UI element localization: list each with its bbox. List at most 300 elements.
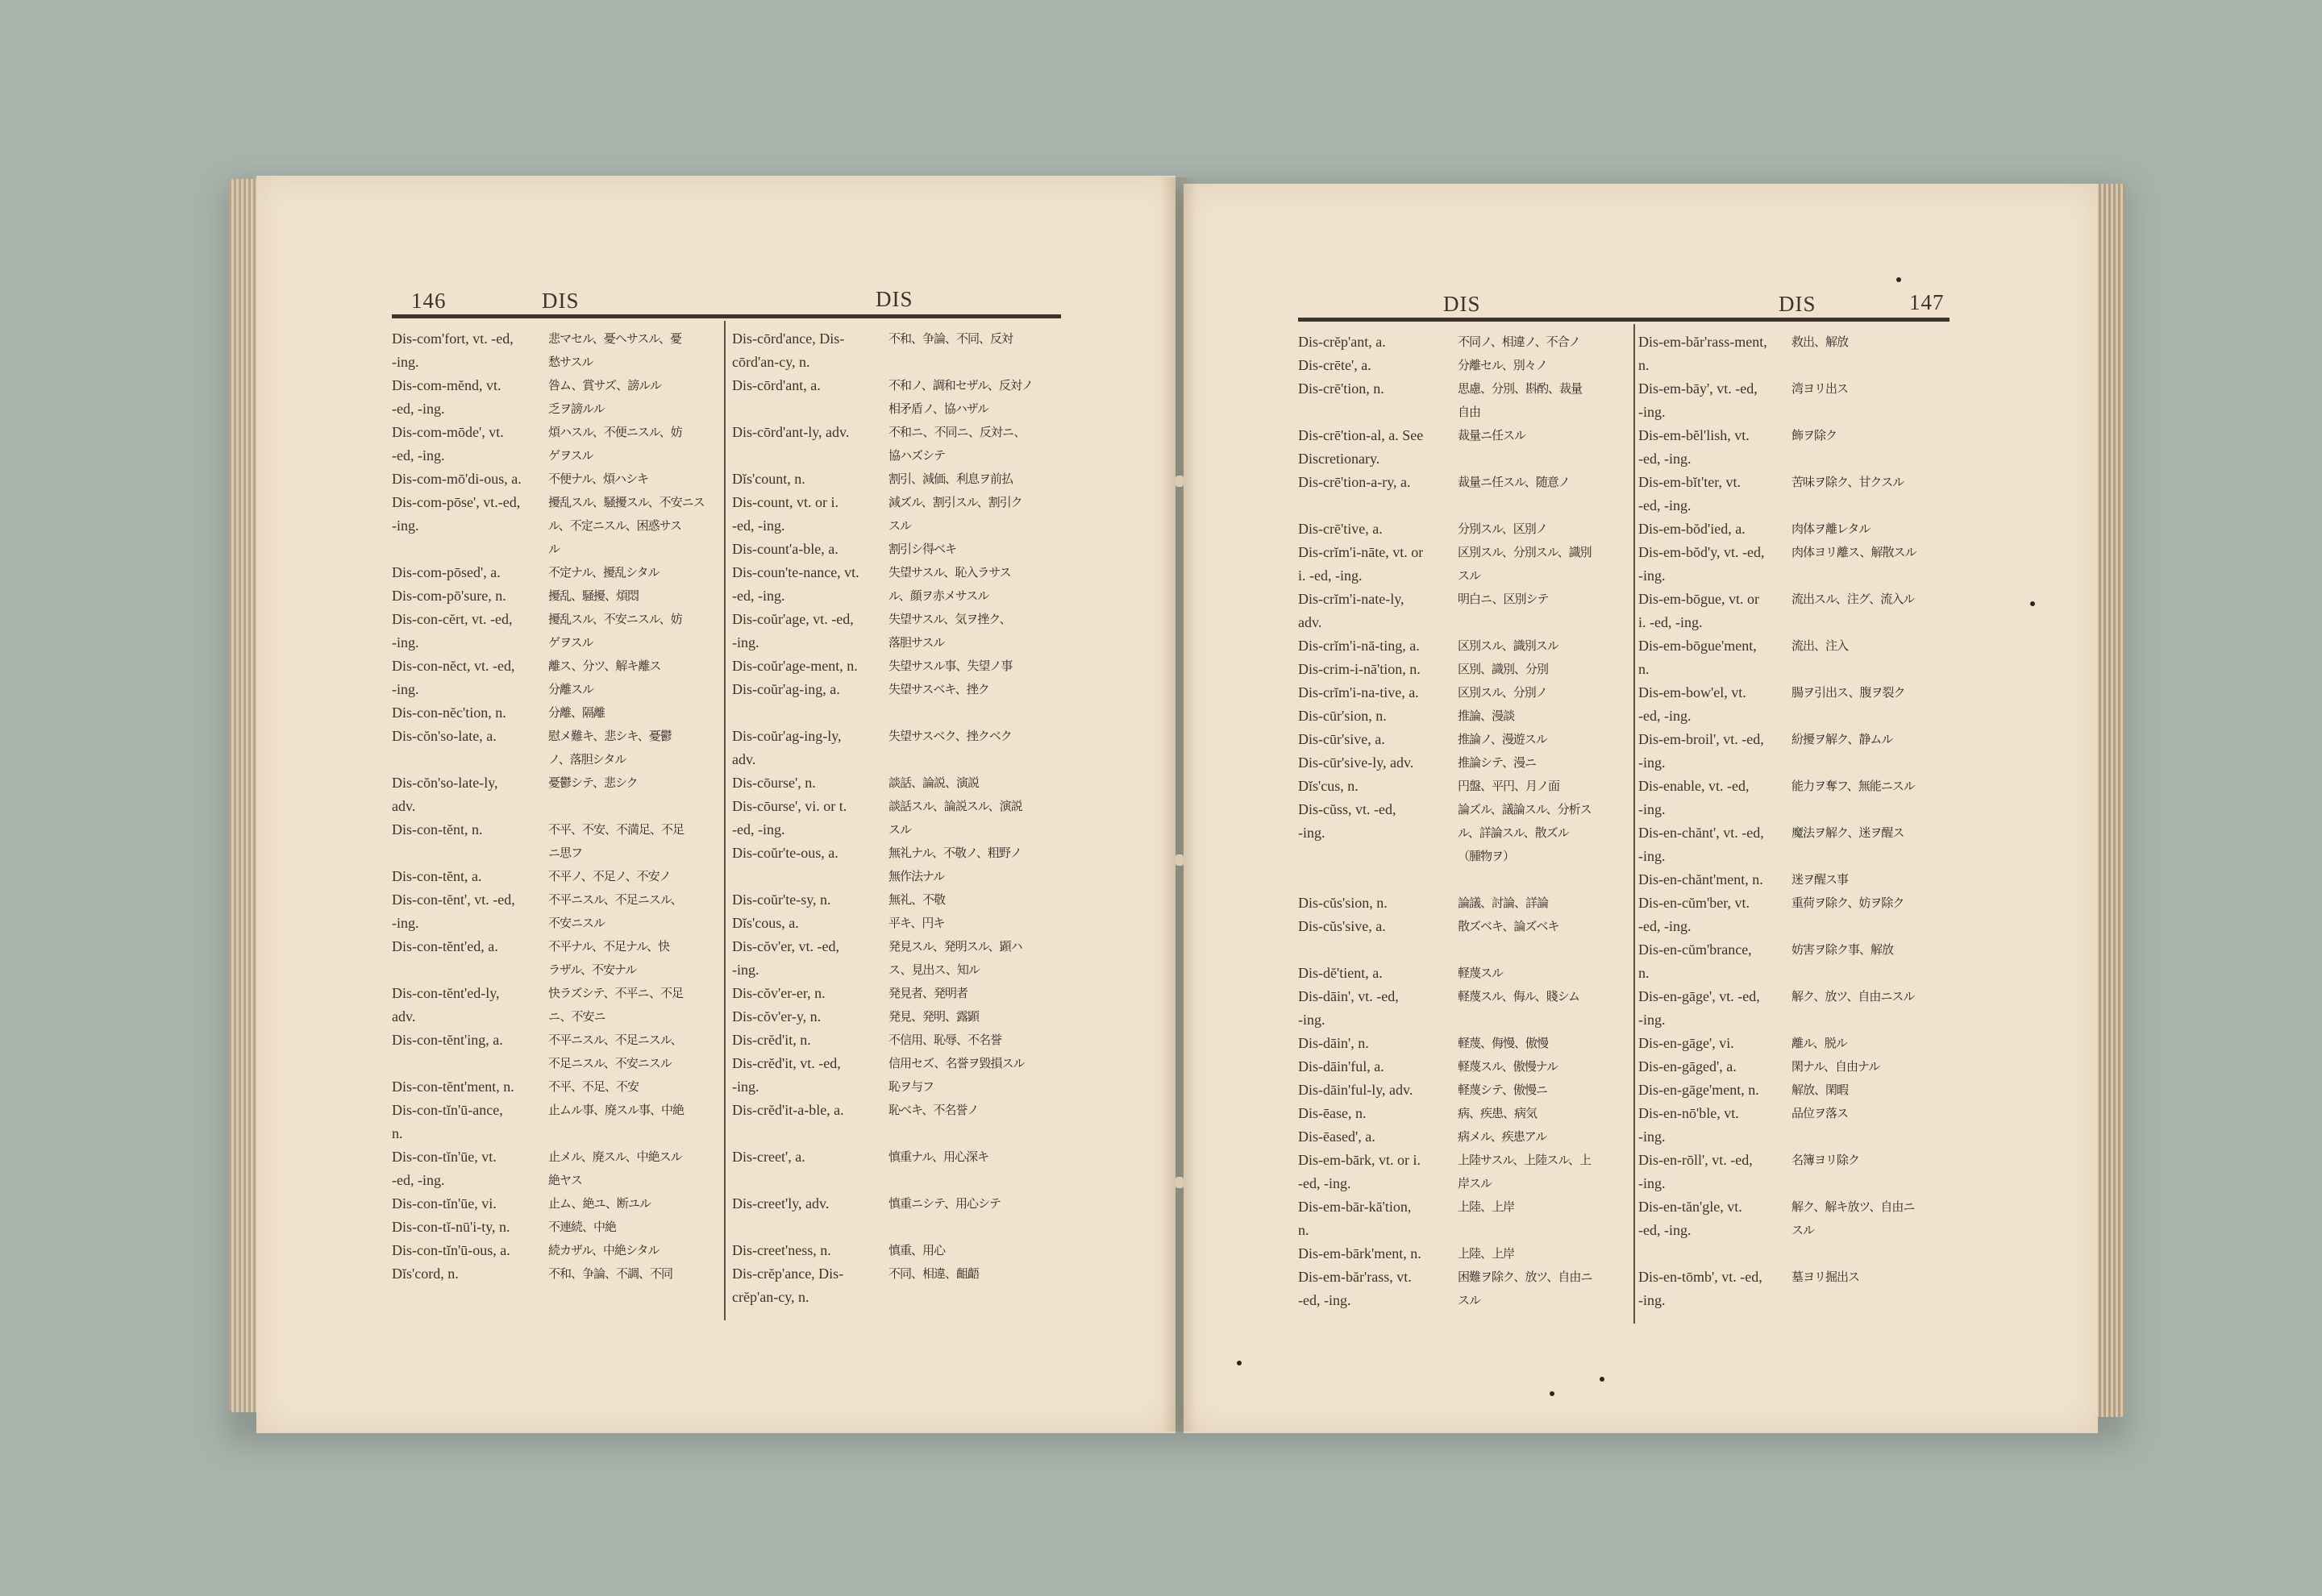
headword: Dis-ēased', a. [1298,1128,1375,1145]
japanese-definition: 愁サスル [548,355,593,369]
japanese-definition: 擾乱、騒擾、煩悶 [548,588,639,603]
dictionary-entry [1638,1242,1961,1266]
japanese-definition: 擾乱スル、騒擾スル、不安ニス [548,495,705,509]
japanese-definition: 不連続、中絶 [548,1220,617,1234]
headword: Dis-em-bŏd'y, vt. -ed, [1638,544,1765,560]
headword: Dis-coŭr'te-ous, a. [732,845,838,861]
dictionary-entry [1638,588,1961,611]
japanese-definition: 発見スル、発明スル、顕ハ [888,939,1022,954]
headword: Dis-creet'ly, adv. [732,1195,830,1212]
japanese-definition [888,748,1058,771]
japanese-definition: ル、詳論スル、散ズル [1458,825,1569,840]
japanese-definition: 無礼ナル、不敬ノ、粗野ノ [888,846,1022,860]
headword: Dis-crĭm'i-nā-ting, a. [1298,638,1420,654]
dictionary-entry [392,1122,718,1145]
dictionary-entry [392,771,718,795]
japanese-definition: 不平、不足、不安 [548,1079,639,1094]
dictionary-entry [392,561,718,584]
dictionary-entry [1298,1149,1627,1172]
headword: Dis-con-tĕnt'ed, a. [392,938,498,954]
japanese-definition [1791,1008,1961,1032]
headword: Dis-count, vt. or i. [732,494,838,510]
dictionary-entry [1298,1055,1627,1079]
japanese-definition: 裁量ニ任スル、随意ノ [1458,475,1570,489]
right-guide-word-2: DIS [1779,292,1816,316]
dictionary-entry [1638,1219,1961,1242]
headword: Dis-coŭr'age, vt. -ed, [732,611,854,627]
headword: n. [1638,965,1650,981]
headword: -ing. [732,634,759,650]
headword: Dis-crĕd'it, vt. -ed, [732,1055,841,1071]
headword: Dis-coŭr'te-sy, n. [732,892,831,908]
japanese-definition: 憂鬱シテ、悲シク [548,775,638,790]
dictionary-entry [732,888,1058,912]
headword: Dis-en-gāged', a. [1638,1058,1737,1074]
japanese-definition: 失望サスル、気ヲ挫ク、 [888,612,1011,626]
japanese-definition [888,1216,1058,1239]
ink-speck [1550,1391,1554,1396]
japanese-definition: 不足ニスル、不安ニスル [548,1056,672,1070]
dictionary-entry [1638,424,1961,447]
headword: Dis-crĕd'it, n. [732,1032,811,1048]
headword: Dis-crē'tion, n. [1298,380,1384,397]
japanese-definition [548,1122,718,1145]
japanese-definition: 不平ナル、不足ナル、快 [548,939,670,954]
headword: -ing. [1638,1292,1666,1308]
headword: Dis-cŏv'er-er, n. [732,985,826,1001]
headword: Dis-cōurse', n. [732,775,816,791]
headword: i. -ed, -ing. [1298,567,1363,584]
headword: Dis-coŭr'ag-ing, a. [732,681,840,697]
dictionary-entry [1638,798,1961,821]
dictionary-entry [1638,821,1961,845]
japanese-definition: スル [888,518,912,533]
headword: Dis-crĕp'ance, Dis- [732,1266,844,1282]
dictionary-entry [1298,681,1627,704]
headword: Dis-cŏn'so-late, a. [392,728,497,744]
headword: -ed, -ing. [1298,1292,1351,1308]
japanese-definition: 円盤、平円、月ノ面 [1458,779,1560,793]
japanese-definition: 不便ナル、煩ハシキ [548,472,649,486]
dictionary-entry [392,725,718,748]
headword: -ed, -ing. [732,821,785,837]
headword: -ed, -ing. [1298,1175,1351,1191]
japanese-definition: 減ズル、割引スル、割引ク [888,495,1022,509]
dictionary-entry [732,865,1058,888]
japanese-definition: 不和ニ、不同ニ、反対ニ、 [888,425,1026,439]
dictionary-entry [732,1286,1058,1309]
japanese-definition: 湾ヨリ出ス [1791,381,1849,396]
japanese-definition [1458,494,1627,517]
headword: Dis-cŭss, vt. -ed, [1298,801,1396,817]
headword: Dis-dāin'ful-ly, adv. [1298,1082,1413,1098]
dictionary-entry [1638,985,1961,1008]
japanese-definition: 恥ヲ与フ [888,1079,934,1094]
headword: Dis-con-tĕnt, a. [392,868,482,884]
dictionary-entry [1298,1032,1627,1055]
left-guide-word: DIS [542,289,580,313]
headword: Dis-en-cŭm'brance, [1638,941,1752,958]
dictionary-entry [732,678,1058,701]
japanese-definition: ニ思フ [548,846,583,860]
dictionary-entry [392,1192,718,1216]
dictionary-entry [1298,377,1627,401]
dictionary-entry [1298,354,1627,377]
japanese-definition: 発見者、発明者 [888,986,968,1000]
headword: n. [1638,661,1650,677]
japanese-definition: 不定ナル、擾乱シタル [548,565,660,580]
headword: Dis-em-bōgue, vt. or [1638,591,1759,607]
headword: -ed, -ing. [392,447,445,463]
dictionary-entry [392,468,718,491]
japanese-definition [888,701,1058,725]
dictionary-entry [392,584,718,608]
dictionary-entry [732,468,1058,491]
headword: -ed, -ing. [1638,1222,1692,1238]
dictionary-entry [1638,915,1961,938]
japanese-definition: 不平ニスル、不足ニスル、 [548,892,682,907]
japanese-definition [1791,962,1961,985]
japanese-definition: 明白ニ、区別シテ [1458,592,1549,606]
dictionary-entry [732,561,1058,584]
headword: -ing. [392,634,419,650]
japanese-definition: 推論ノ、漫遊スル [1458,732,1547,746]
headword: -ed, -ing. [732,588,785,604]
headword: Dis-en-tōmb', vt. -ed, [1638,1269,1762,1285]
right-page-column-2 [1638,330,1961,1312]
japanese-definition: 迷ヲ醒ス事 [1791,872,1849,887]
headword: -ing. [1638,1175,1666,1191]
japanese-definition: 談話、論説、演説 [888,775,980,790]
japanese-definition [1791,1125,1961,1149]
headword: -ing. [1298,825,1325,841]
headword: Dis-con-nĕct, vt. -ed, [392,658,515,674]
header-rule-left [392,314,1061,318]
dictionary-entry [1638,868,1961,892]
dictionary-entry [732,1052,1058,1075]
japanese-definition: 止ム、絶ユ、断ユル [548,1196,651,1211]
japanese-definition [1791,704,1961,728]
dictionary-entry [1638,1149,1961,1172]
headword: Dis-en-nō'ble, vt. [1638,1105,1739,1121]
japanese-definition: 苦味ヲ除ク、甘クスル [1791,475,1904,489]
japanese-definition: スル [1458,1293,1481,1307]
dictionary-entry [392,421,718,444]
dictionary-entry [1298,1266,1627,1289]
dictionary-entry [732,842,1058,865]
japanese-definition: 論ズル、議論スル、分析ス [1458,802,1592,817]
japanese-definition: 論議、討論、詳論 [1458,896,1549,910]
dictionary-entry [1638,634,1961,658]
dictionary-entry [392,1029,718,1052]
headword: -ed, -ing. [1638,497,1692,513]
dictionary-entry [1298,1102,1627,1125]
right-page-number: 147 [1909,290,1945,314]
japanese-definition [1791,354,1961,377]
dictionary-entry [1298,915,1627,938]
dictionary-entry [1638,611,1961,634]
dictionary-entry [1638,1266,1961,1289]
dictionary-entry [1298,962,1627,985]
japanese-definition: 区別、識別、分別 [1458,662,1549,676]
japanese-definition: 流出スル、注グ、流入ル [1791,592,1915,606]
binding-stitch [1176,476,1184,487]
headword: -ed, -ing. [1638,918,1692,934]
dictionary-entry [732,935,1058,958]
dictionary-entry [1638,962,1961,985]
headword: Dis-crim-i-nā'tion, n. [1298,661,1421,677]
headword: Dis-con-tĕnt', vt. -ed, [392,892,515,908]
japanese-definition: 軽蔑スル、侮ル、賤シム [1458,989,1580,1004]
japanese-definition: 割引、減価、利息ヲ前払 [888,472,1013,486]
japanese-definition: 分離スル [548,682,594,696]
dictionary-entry [392,1052,718,1075]
japanese-definition [1458,611,1627,634]
japanese-definition: 不平ニスル、不足ニスル、 [548,1033,682,1047]
headword: Dis-crĭm'i-na-tive, a. [1298,684,1419,700]
japanese-definition: 慰メ難キ、悲シキ、憂鬱 [548,729,672,743]
dictionary-entry [732,655,1058,678]
japanese-definition [1458,1219,1627,1242]
headword: Dis-en-chănt', vt. -ed, [1638,825,1764,841]
headword: Dis-dĕ'tient, a. [1298,965,1383,981]
dictionary-entry [1638,658,1961,681]
headword: Dĭs'cus, n. [1298,778,1359,794]
dictionary-entry [732,421,1058,444]
headword: adv. [732,751,756,767]
dictionary-entry [1298,330,1627,354]
japanese-definition: （腫物ヲ） [1458,849,1515,863]
japanese-definition: 軽蔑シテ、傲慢ニ [1458,1083,1547,1097]
dictionary-entry [1298,728,1627,751]
headword: Dis-cŭs'sive, a. [1298,918,1386,934]
japanese-definition: 解放、閑暇 [1791,1083,1849,1097]
dictionary-entry [1298,588,1627,611]
japanese-definition: 名簿ヨリ除ク [1791,1153,1860,1167]
japanese-definition: 失望サスル事、失望ノ事 [888,659,1013,673]
dictionary-entry [1298,1172,1627,1195]
japanese-definition: 快ラズシテ、不平ニ、不足 [548,986,683,1000]
ink-speck [2030,601,2035,606]
dictionary-entry [392,655,718,678]
japanese-definition: 不平ノ、不足ノ、不安ノ [548,869,671,883]
dictionary-entry [732,631,1058,655]
headword: -ed, -ing. [1638,708,1692,724]
headword: Dis-cōrd'ance, Dis- [732,330,845,347]
dictionary-entry [732,1169,1058,1192]
japanese-definition: 重荷ヲ除ク、妨ヲ除ク [1791,896,1904,910]
headword: -ed, -ing. [392,1172,445,1188]
dictionary-entry [392,1169,718,1192]
dictionary-entry [392,795,718,818]
dictionary-entry [1638,494,1961,517]
japanese-definition: 乏ヲ謗ルル [548,401,605,416]
japanese-definition [1458,1008,1627,1032]
dictionary-entry [1638,354,1961,377]
dictionary-entry [732,538,1058,561]
japanese-definition: 止メル、廃スル、中絶スル [548,1149,682,1164]
headword: Dis-crē'tion-al, a. See [1298,427,1424,443]
dictionary-entry [1638,377,1961,401]
dictionary-entry [1638,1032,1961,1055]
dictionary-entry [392,397,718,421]
dictionary-entry [1298,868,1627,892]
dictionary-entry [1298,447,1627,471]
japanese-definition: 絶ヤス [548,1173,582,1187]
japanese-definition: 解ク、解キ放ツ、自由ニ [1791,1199,1915,1214]
dictionary-entry [392,444,718,468]
japanese-definition [888,1286,1058,1309]
japanese-definition: 肉体ヲ離レタル [1791,522,1870,536]
japanese-definition: 岸スル [1458,1176,1492,1191]
headword: Dĭs'cous, a. [732,915,799,931]
dictionary-entry [1298,541,1627,564]
headword: Dis-em-bārk'ment, n. [1298,1245,1421,1261]
dictionary-entry [1298,1008,1627,1032]
japanese-definition: スル [1458,568,1481,583]
left-page-column-1 [392,327,718,1286]
headword: Dis-cōrd'ant-ly, adv. [732,424,850,440]
dictionary-entry [1638,1008,1961,1032]
dictionary-entry [1638,751,1961,775]
headword: Dĭs'cord, n. [392,1266,459,1282]
headword: Dis-cūr'sion, n. [1298,708,1387,724]
headword: -ed, -ing. [732,517,785,534]
japanese-definition: 紛擾ヲ解ク、静ムル [1791,732,1893,746]
headword: Dis-cŭs'sion, n. [1298,895,1388,911]
headword: Dis-dāin'ful, a. [1298,1058,1384,1074]
dictionary-entry [1638,471,1961,494]
dictionary-entry [1638,728,1961,751]
headword: Dis-em-bōgue'ment, [1638,638,1757,654]
dictionary-entry [1638,892,1961,915]
japanese-definition: 止ムル事、廃スル事、中絶 [548,1103,685,1117]
headword: Dis-com-pō'sure, n. [392,588,506,604]
left-guide-word-2: DIS [876,287,913,311]
dictionary-entry [392,678,718,701]
japanese-definition: 煩ハスル、不便ニスル、妨 [548,425,682,439]
headword: -ing. [392,517,419,534]
dictionary-entry [1298,401,1627,424]
dictionary-entry [1298,611,1627,634]
japanese-definition: 不同、相違、齟齬 [888,1266,980,1281]
headword: Dis-crĭm'i-nate-ly, [1298,591,1404,607]
japanese-definition: 肉体ヨリ離ス、解散スル [1791,545,1916,559]
dictionary-entry [1298,471,1627,494]
headword: Dis-crĭm'i-nāte, vt. or [1298,544,1424,560]
japanese-definition: 無礼、不敬 [888,892,946,907]
headword: Dis-cōrd'ant, a. [732,377,821,393]
dictionary-entry [732,491,1058,514]
japanese-definition: 不和、争論、不調、不同 [548,1266,673,1281]
japanese-definition: ゲヲスル [548,635,593,650]
headword: Dis-creet', a. [732,1149,805,1165]
headword: Discretionary. [1298,451,1380,467]
headword: n. [1298,1222,1309,1238]
dictionary-entry [392,958,718,982]
japanese-definition: 散ズベキ、論ズベキ [1458,919,1559,933]
headword: -ing. [392,915,419,931]
japanese-definition: 分別スル、区別ノ [1458,522,1547,536]
japanese-definition: 不和、争論、不同、反対 [888,331,1013,346]
dictionary-entry [1298,775,1627,798]
japanese-definition: 閑ナル、自由ナル [1791,1059,1880,1074]
japanese-definition: 軽蔑スル [1458,966,1504,980]
japanese-definition [1791,447,1961,471]
dictionary-entry [1298,1195,1627,1219]
dictionary-entry [392,327,718,351]
japanese-definition: 上陸、上岸 [1458,1199,1515,1214]
headword: -ing. [1638,1128,1666,1145]
japanese-definition: 悲マセル、憂ヘサスル、憂 [548,331,682,346]
japanese-definition: ル [548,542,560,556]
headword: Dĭs'count, n. [732,471,805,487]
dictionary-entry [732,514,1058,538]
dictionary-entry [392,982,718,1005]
headword: Dis-cūr'sive-ly, adv. [1298,754,1414,771]
japanese-definition [888,1122,1058,1145]
japanese-definition [1791,845,1961,868]
dictionary-entry [1638,564,1961,588]
dictionary-entry [392,701,718,725]
headword: Dis-en-chănt'ment, n. [1638,871,1763,887]
japanese-definition [1791,611,1961,634]
japanese-definition [548,795,718,818]
japanese-definition: 失望サスベキ、挫ク [888,682,989,696]
headword: Dis-com-pōsed', a. [392,564,501,580]
japanese-definition: 腸ヲ引出ス、腹ヲ裂ク [1791,685,1905,700]
dictionary-entry [1298,938,1627,962]
japanese-definition: 恥ベキ、不名誉ノ [888,1103,979,1117]
japanese-definition [1458,447,1627,471]
japanese-definition: 推論、漫談 [1458,709,1515,723]
dictionary-entry [1638,845,1961,868]
headword: -ing. [1638,754,1666,771]
headword: Dis-com-mō'di-ous, a. [392,471,522,487]
headword: Dis-con-tĕnt'ed-ly, [392,985,500,1001]
dictionary-entry [392,1262,718,1286]
headword: -ing. [392,681,419,697]
dictionary-entry [1638,447,1961,471]
headword: Dis-em-broil', vt. -ed, [1638,731,1764,747]
japanese-definition: ニ、不安ニ [548,1009,605,1024]
japanese-definition: ス、見出ス、知ル [888,962,980,977]
headword: Dis-en-tăn'gle, vt. [1638,1199,1742,1215]
headword: Dis-con-tĭn'ū-ous, a. [392,1242,510,1258]
dictionary-entry [392,631,718,655]
japanese-definition [1791,1172,1961,1195]
headword: Dis-con-tĭn'ū-ance, [392,1102,503,1118]
dictionary-entry [732,958,1058,982]
japanese-definition: 続カザル、中絶シタル [548,1243,660,1257]
dictionary-entry [732,1122,1058,1145]
japanese-definition: 軽蔑、侮慢、傲慢 [1458,1036,1549,1050]
headword: -ing. [1638,567,1666,584]
japanese-definition: 困難ヲ除ク、放ツ、自由ニ [1458,1270,1592,1284]
headword: Dis-dāin', vt. -ed, [1298,988,1399,1004]
japanese-definition: 擾乱スル、不安ニスル、妨 [548,612,682,626]
japanese-definition: 慎重、用心 [888,1243,946,1257]
japanese-definition: 落胆サスル [888,635,945,650]
japanese-definition: 分離、隔離 [548,705,605,720]
japanese-definition: 協ハズシテ [888,448,946,463]
japanese-definition: 無作法ナル [888,869,945,883]
dictionary-entry [1298,798,1627,821]
headword: adv. [392,798,416,814]
japanese-definition: スル [1791,1223,1815,1237]
japanese-definition [1791,494,1961,517]
headword: Dis-ēase, n. [1298,1105,1367,1121]
